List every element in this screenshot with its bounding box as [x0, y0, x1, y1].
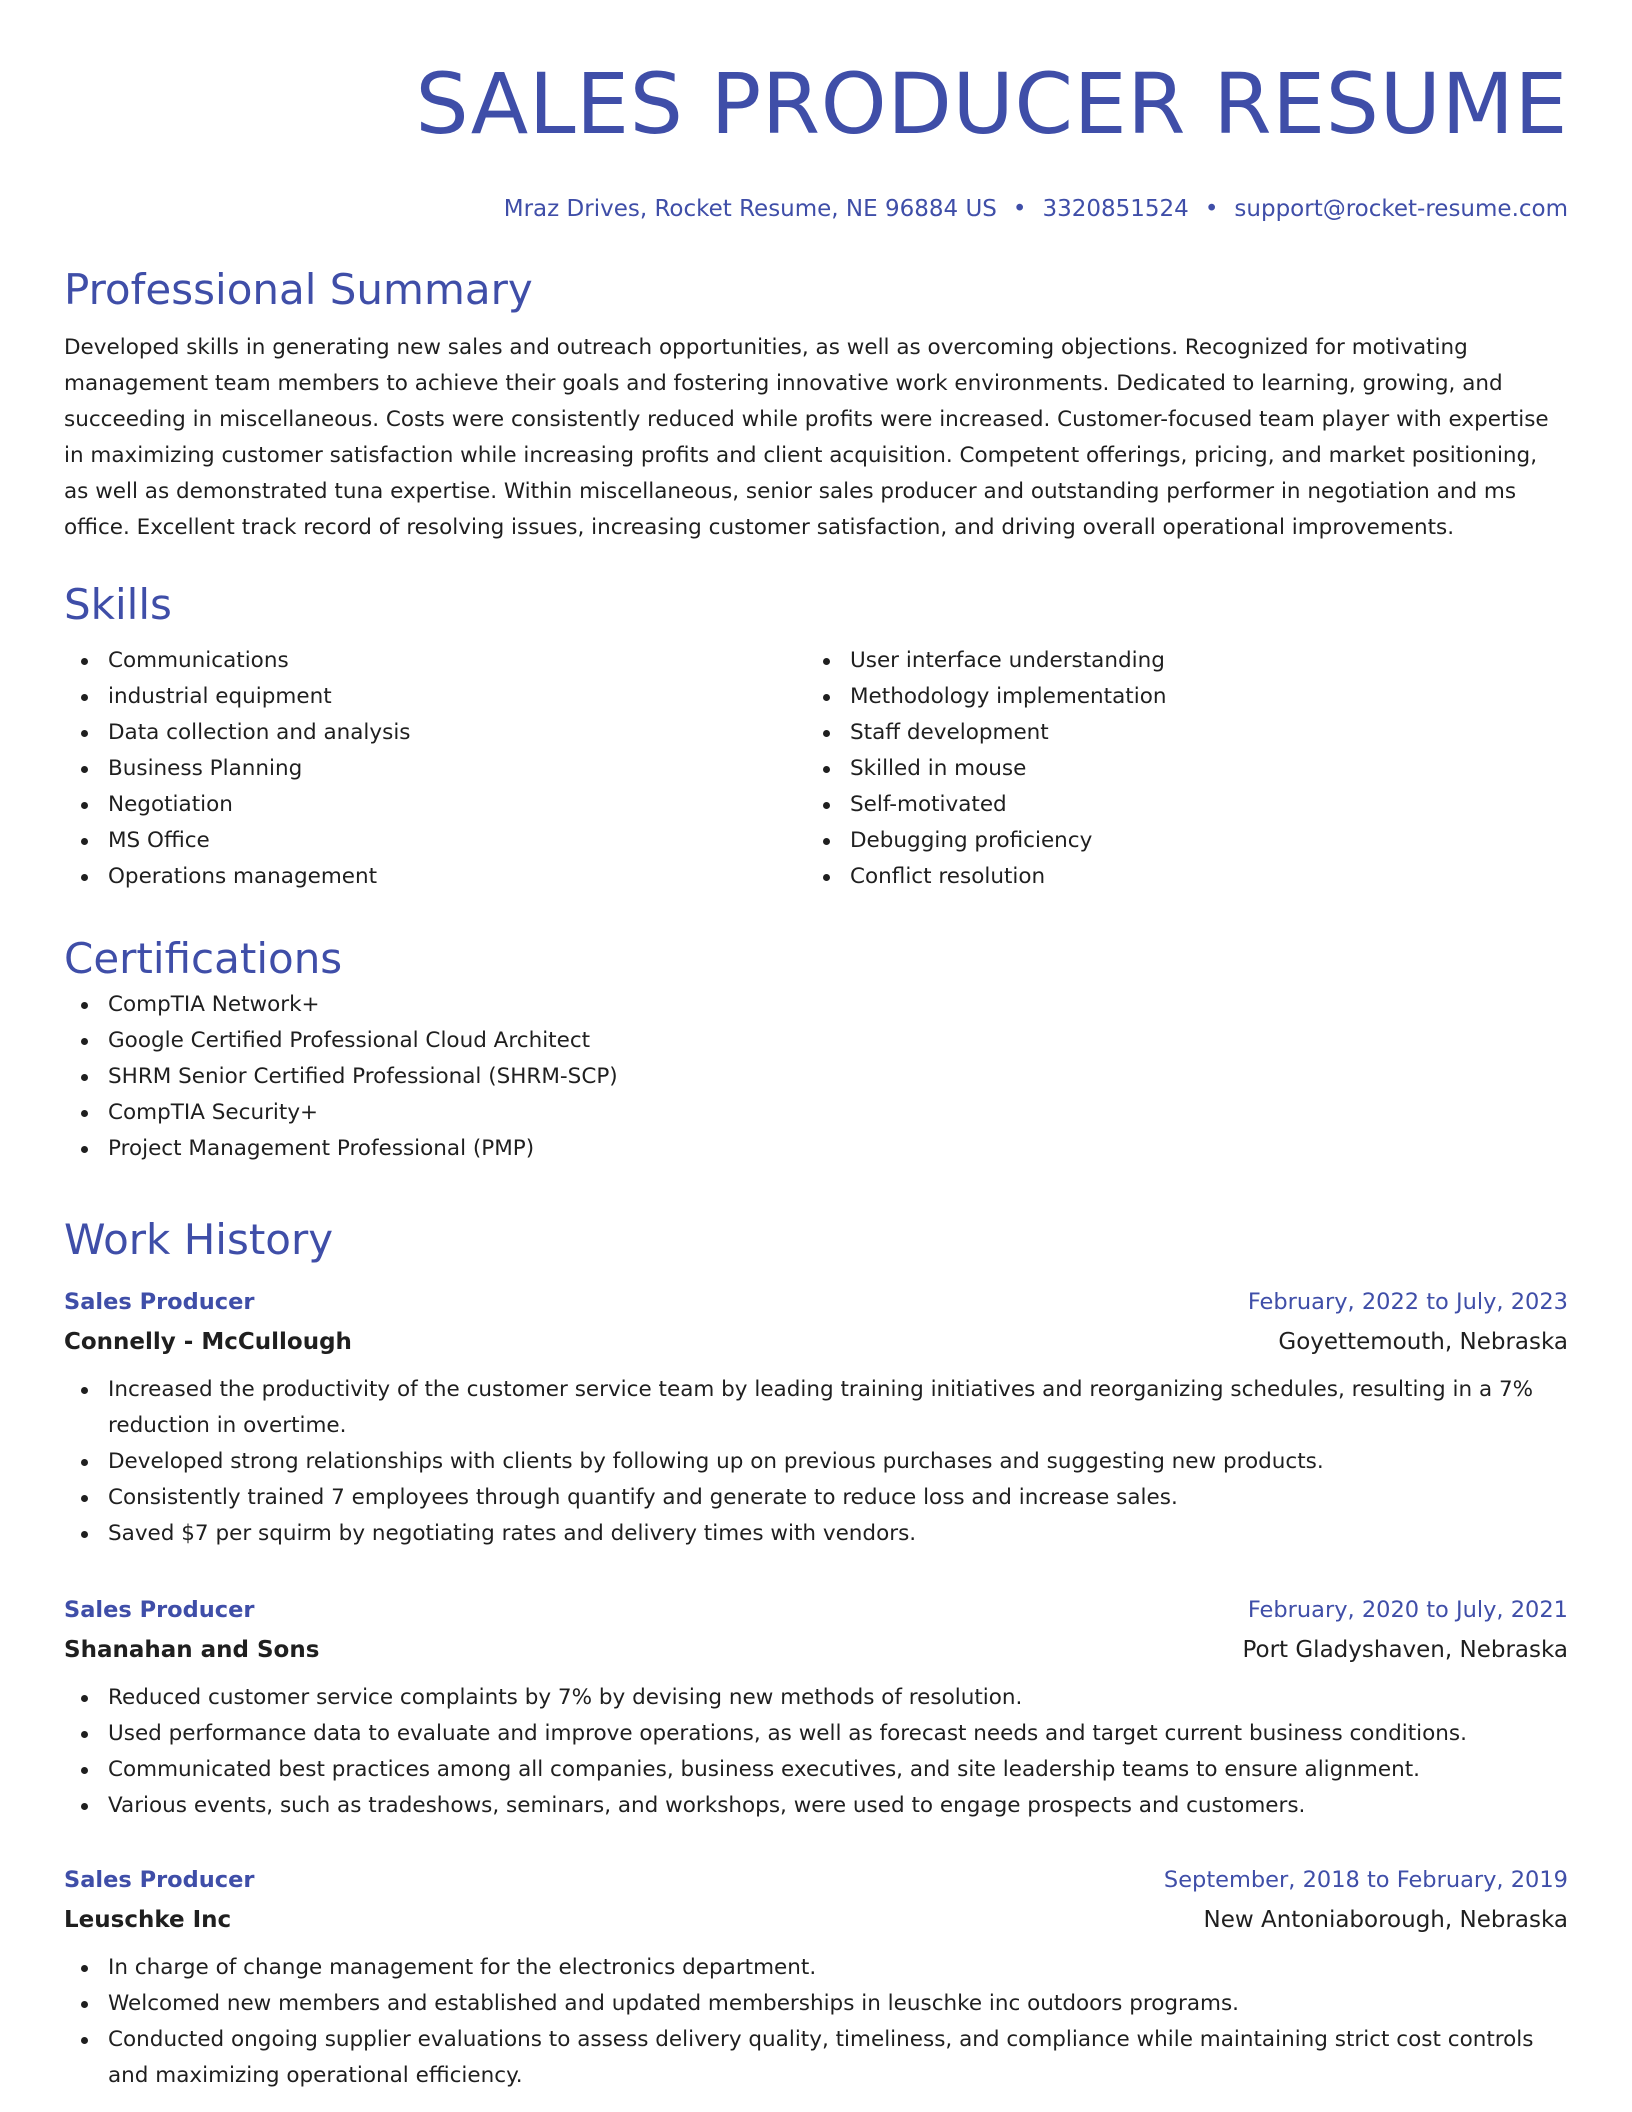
contact-address: Mraz Drives, Rocket Resume, NE 96884 US [503, 196, 997, 222]
certification-item: Project Management Professional (PMP) [64, 1131, 1568, 1167]
section-title-skills: Skills [64, 580, 172, 629]
section-title-certifications: Certifications [64, 934, 343, 983]
contact-line [64, 194, 1568, 224]
job-bullet: Developed strong relationships with clients by following up on previous purchases and suggesting new products. [64, 1444, 1568, 1480]
summary-text: Developed skills in generating new sales and outreach opportunities, as well as overcoming objections. Recognized for motivating management team members to achieve their goals and fostering innovative work environments. Dedicated to learning, growing, and succeeding in miscellaneous. Costs were consistently reduced while profits were increased. Customer-focused team player with expertise in maximizing customer satisfaction while increasing profits and client acquisition. Competent offerings, pricing, and market positioning, as well as demonstrated tuna expertise. Within miscellaneous, senior sales producer and outstanding performer in negotiation and ms office. Excellent track record of resolving issues, increasing customer satisfaction, and driving overall operational improvements. [64, 335, 1549, 540]
job-bullet: Consistently trained 7 employees through quantify and generate to reduce loss and increase sales. [64, 1480, 1568, 1516]
skills-list-left [64, 643, 806, 895]
certification-item: CompTIA Network+ [64, 987, 1568, 1023]
contact-phone: 3320851524 [1042, 196, 1189, 222]
skill-item: Debugging proficiency [806, 823, 1548, 859]
job-title: Sales Producer [64, 1867, 255, 1893]
job-entry [64, 1860, 1568, 2094]
section-title-work-history: Work History [64, 1215, 334, 1264]
section-title-summary: Professional Summary [64, 265, 533, 314]
skill-item: Negotiation [64, 787, 806, 823]
job-company: Leuschke Inc [64, 1907, 232, 1933]
job-bullet: Welcomed new members and established and updated memberships in leuschke inc outdoors programs. [64, 1986, 1568, 2022]
contact-separator: • [1012, 196, 1027, 222]
job-bullet: Conducted ongoing supplier evaluations to assess delivery quality, timeliness, and compliance while maintaining strict cost controls and maximizing operational efficiency. [64, 2022, 1568, 2094]
job-bullet: Communicated best practices among all companies, business executives, and site leadership teams to ensure alignment. [64, 1752, 1568, 1788]
skill-item: industrial equipment [64, 679, 806, 715]
job-entry [64, 1590, 1568, 1824]
work-history-section [64, 1212, 1568, 2088]
job-location: New Antoniaborough, Nebraska [1203, 1907, 1568, 1933]
job-company-row [64, 1322, 1568, 1362]
certification-item: Google Certified Professional Cloud Architect [64, 1023, 1568, 1059]
certification-item: CompTIA Security+ [64, 1095, 1568, 1131]
skill-item: Business Planning [64, 751, 806, 787]
contact-separator: • [1204, 196, 1219, 222]
certifications-list [64, 987, 1568, 1167]
skills-list-right [806, 643, 1548, 895]
job-location: Goyettemouth, Nebraska [1278, 1329, 1568, 1355]
contact-email[interactable]: support@rocket-resume.com [1234, 196, 1568, 222]
skill-item: Data collection and analysis [64, 715, 806, 751]
job-title: Sales Producer [64, 1289, 255, 1315]
job-bullet: Various events, such as tradeshows, seminars, and workshops, were used to engage prospects and customers. [64, 1788, 1568, 1824]
resume-page [64, 0, 1568, 2088]
job-title-row [64, 1860, 1568, 1900]
skill-item: Operations management [64, 859, 806, 895]
job-bullet: Increased the productivity of the customer service team by leading training initiatives and reorganizing schedules, resulting in a 7% reduction in overtime. [64, 1372, 1568, 1444]
skill-item: Methodology implementation [806, 679, 1548, 715]
job-location: Port Gladyshaven, Nebraska [1242, 1637, 1568, 1663]
skill-item: Communications [64, 643, 806, 679]
job-title-row [64, 1590, 1568, 1630]
job-bullets [64, 1680, 1568, 1824]
certifications-section [64, 931, 1568, 1167]
job-bullets [64, 1950, 1568, 2094]
skills-section [64, 577, 1568, 895]
job-bullet: Used performance data to evaluate and improve operations, as well as forecast needs and target current business conditions. [64, 1716, 1568, 1752]
job-bullet: Reduced customer service complaints by 7% by devising new methods of resolution. [64, 1680, 1568, 1716]
job-dates: September, 2018 to February, 2019 [1163, 1867, 1568, 1893]
job-title-row [64, 1282, 1568, 1322]
professional-summary-section [64, 262, 1568, 546]
job-bullet: Saved $7 per squirm by negotiating rates and delivery times with vendors. [64, 1516, 1568, 1552]
resume-title: SALES PRODUCER RESUME [415, 55, 1568, 153]
job-bullets [64, 1372, 1568, 1552]
job-company-row [64, 1630, 1568, 1670]
skill-item: Conflict resolution [806, 859, 1548, 895]
skill-item: MS Office [64, 823, 806, 859]
job-company: Connelly - McCullough [64, 1329, 352, 1355]
certification-item: SHRM Senior Certified Professional (SHRM-SCP) [64, 1059, 1568, 1095]
skill-item: Staff development [806, 715, 1548, 751]
skill-item: Self-motivated [806, 787, 1548, 823]
skill-item: User interface understanding [806, 643, 1548, 679]
job-title: Sales Producer [64, 1597, 255, 1623]
job-entry [64, 1282, 1568, 1552]
job-bullet: In charge of change management for the electronics department. [64, 1950, 1568, 1986]
job-company: Shanahan and Sons [64, 1637, 320, 1663]
resume-header [64, 0, 1568, 224]
skills-columns [64, 643, 1568, 895]
job-dates: February, 2022 to July, 2023 [1247, 1289, 1568, 1315]
job-company-row [64, 1900, 1568, 1940]
skill-item: Skilled in mouse [806, 751, 1548, 787]
job-dates: February, 2020 to July, 2021 [1247, 1597, 1568, 1623]
